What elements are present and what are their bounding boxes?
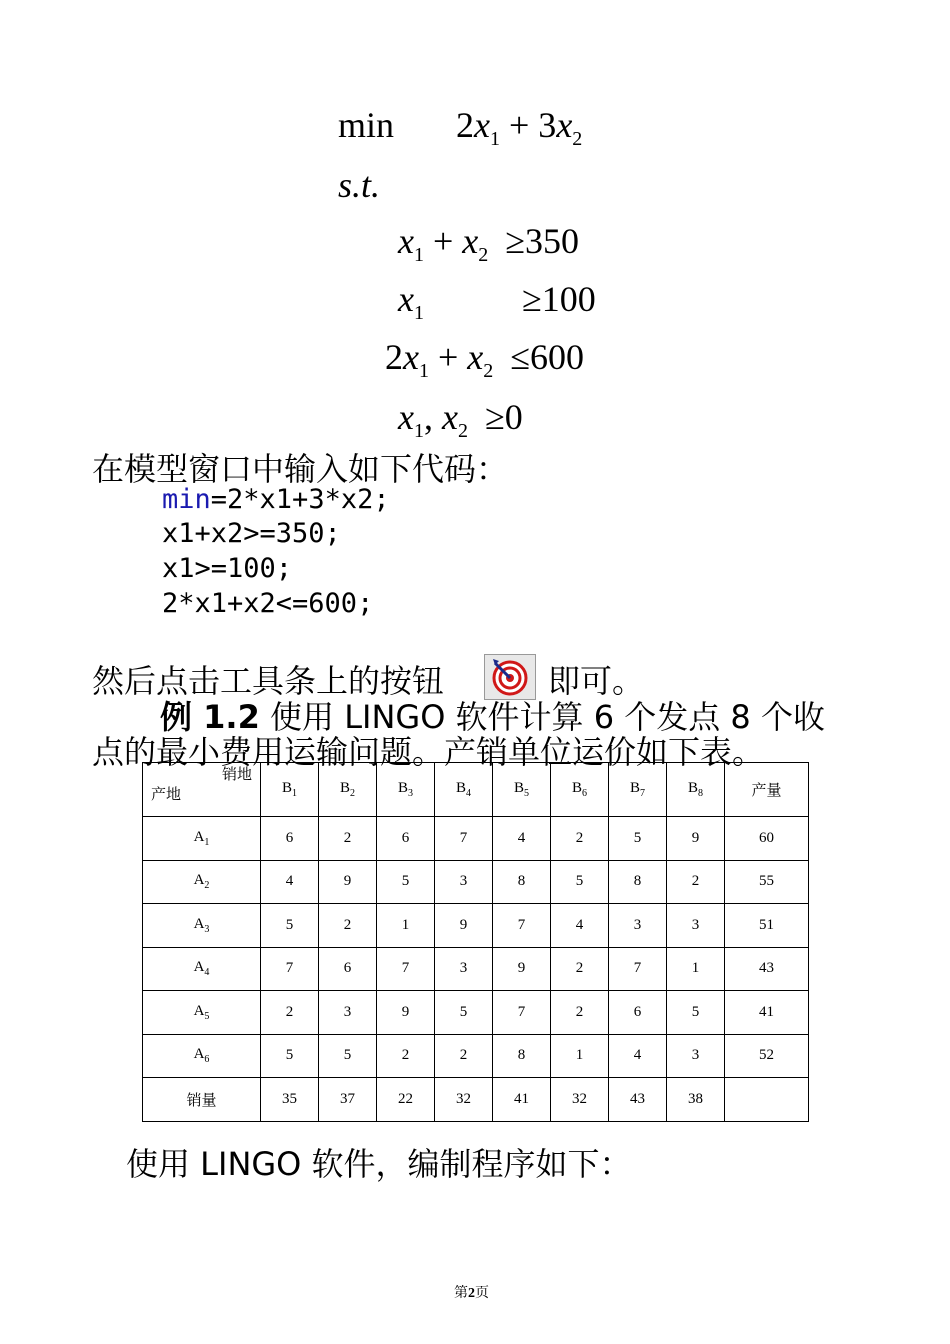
cost-cell: 8 (493, 1034, 551, 1078)
row-header: $A_2$ (143, 860, 261, 904)
example-line-2: 点的最小费用运输问题。产销单位运价如下表。 (92, 733, 765, 771)
demand-cell: 37 (319, 1078, 377, 1122)
table-row (143, 904, 809, 948)
cost-cell: 3 (609, 904, 667, 948)
cost-cell: 5 (377, 860, 435, 904)
cost-cell: 4 (609, 1034, 667, 1078)
cost-cell: 5 (261, 1034, 319, 1078)
col-header: $B_8$ (667, 763, 725, 817)
demand-cell: 43 (609, 1078, 667, 1122)
cost-cell: 2 (261, 991, 319, 1035)
cost-cell: 2 (667, 860, 725, 904)
cost-cell: 7 (377, 947, 435, 991)
cost-cell: 2 (551, 947, 609, 991)
col-header: $B_5$ (493, 763, 551, 817)
col-header: $B_3$ (377, 763, 435, 817)
table-row (143, 991, 809, 1035)
cost-cell: 3 (319, 991, 377, 1035)
cost-cell: 7 (435, 817, 493, 861)
cost-cell: 3 (667, 904, 725, 948)
row-header: $A_5$ (143, 991, 261, 1035)
cost-cell: 9 (667, 817, 725, 861)
table-row (143, 860, 809, 904)
corner-top-label: 销地 (221, 767, 252, 783)
cost-cell: 3 (435, 947, 493, 991)
example-line-1: 例 1.2 使用 LINGO 软件计算 6 个发点 8 个收 (160, 698, 825, 736)
cost-cell: 4 (493, 817, 551, 861)
demand-cell: 41 (493, 1078, 551, 1122)
supply-cell: 55 (725, 860, 809, 904)
demand-cell: 32 (551, 1078, 609, 1122)
cost-cell: 2 (435, 1034, 493, 1078)
cost-cell: 8 (493, 860, 551, 904)
example-label: 例 1.2 (160, 698, 260, 736)
code-line-3: x1>=100; (162, 553, 293, 584)
supply-cell: 51 (725, 904, 809, 948)
cost-cell: 5 (261, 904, 319, 948)
supply-cell: 52 (725, 1034, 809, 1078)
cost-cell: 7 (261, 947, 319, 991)
demand-cell: 35 (261, 1078, 319, 1122)
cost-cell: 6 (261, 817, 319, 861)
cost-cell: 9 (493, 947, 551, 991)
supply-cell: 43 (725, 947, 809, 991)
cost-cell: 8 (609, 860, 667, 904)
row-header: $A_1$ (143, 817, 261, 861)
cost-cell: 5 (551, 860, 609, 904)
demand-label: 销量 (143, 1078, 261, 1122)
cost-cell: 5 (435, 991, 493, 1035)
cost-cell: 2 (319, 817, 377, 861)
intro-text: 在模型窗口中输入如下代码： (92, 450, 509, 488)
cost-cell: 6 (319, 947, 377, 991)
cost-cell: 3 (667, 1034, 725, 1078)
cost-cell: 7 (493, 991, 551, 1035)
toolbar-text-after: 即可。 (548, 662, 645, 700)
cost-cell: 4 (261, 860, 319, 904)
cost-cell: 9 (435, 904, 493, 948)
constraint-1: $x_1 + x_2 \ge 350$ (398, 221, 580, 266)
row-header: $A_3$ (143, 904, 261, 948)
toolbar-text-before: 然后点击工具条上的按钮 (92, 662, 445, 700)
col-header: $B_7$ (609, 763, 667, 817)
cost-cell: 4 (551, 904, 609, 948)
supply-cell: 60 (725, 817, 809, 861)
demand-cell: 38 (667, 1078, 725, 1122)
cost-cell: 2 (377, 1034, 435, 1078)
row-header: $A_4$ (143, 947, 261, 991)
subject-to-label: s.t. (338, 165, 381, 205)
page-footer: 第2页 (454, 1286, 489, 1301)
row-header: $A_6$ (143, 1034, 261, 1078)
table-row (143, 947, 809, 991)
demand-row (143, 1078, 809, 1122)
cost-cell: 3 (435, 860, 493, 904)
corner-bottom-label: 产地 (151, 787, 182, 803)
cost-cell: 6 (377, 817, 435, 861)
constraint-2: $x_1 \ge 100$ (398, 279, 596, 324)
col-header: $B_4$ (435, 763, 493, 817)
col-header: $B_2$ (319, 763, 377, 817)
cost-cell: 1 (667, 947, 725, 991)
cost-cell: 2 (319, 904, 377, 948)
cost-cell: 5 (609, 817, 667, 861)
objective-label: min (338, 105, 395, 145)
empty-cell (725, 1078, 809, 1122)
cost-cell: 2 (551, 817, 609, 861)
objective-line (338, 104, 583, 150)
supply-header: 产量 (725, 763, 809, 817)
table-row (143, 817, 809, 861)
cost-cell: 6 (609, 991, 667, 1035)
constraint-3: $2x_1 + x_2 \le 600$ (385, 337, 585, 382)
cost-cell: 7 (609, 947, 667, 991)
cost-cell: 5 (319, 1034, 377, 1078)
objective-expression: $2x_1 + 3x_2$ (456, 105, 583, 150)
cost-cell: 9 (319, 860, 377, 904)
col-header: $B_6$ (551, 763, 609, 817)
code-line-4: 2*x1+x2<=600; (162, 588, 374, 619)
constraint-4: $x_1$, $x_2 \ge 0$ (398, 397, 523, 442)
col-header: $B_1$ (261, 763, 319, 817)
table-row (143, 1034, 809, 1078)
code-line-1: min=2*x1+3*x2; (162, 484, 390, 515)
code-line-2: x1+x2>=350; (162, 518, 341, 549)
cost-cell: 7 (493, 904, 551, 948)
cost-cell: 1 (377, 904, 435, 948)
corner-cell (143, 763, 261, 817)
program-text: 使用 LINGO 软件，编制程序如下： (126, 1145, 632, 1183)
table-header-row (143, 763, 809, 817)
cost-cell: 5 (667, 991, 725, 1035)
cost-cell: 9 (377, 991, 435, 1035)
cost-cell: 1 (551, 1034, 609, 1078)
demand-cell: 32 (435, 1078, 493, 1122)
supply-cell: 41 (725, 991, 809, 1035)
transport-cost-table (142, 762, 809, 1122)
demand-cell: 22 (377, 1078, 435, 1122)
cost-cell: 2 (551, 991, 609, 1035)
